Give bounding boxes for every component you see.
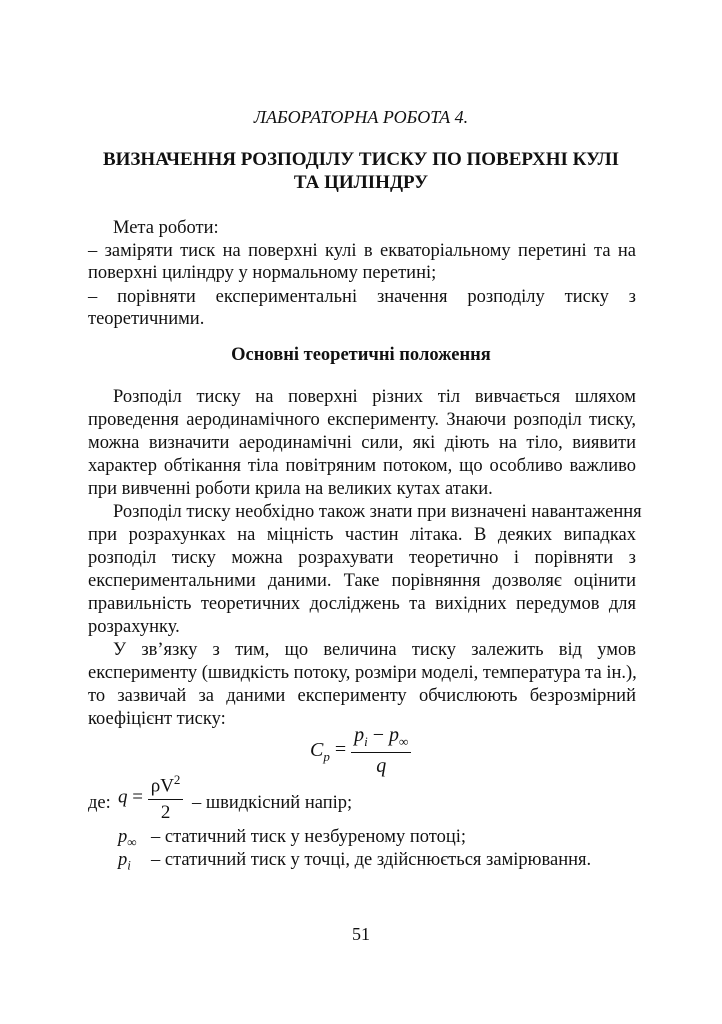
- page-number: 51: [352, 924, 370, 944]
- q-fraction: [148, 772, 184, 824]
- goal-line-1: – заміряти тиск на поверхні кулі в екваторіальному перетині та на: [88, 241, 636, 261]
- cp-symbol: $C_p$: [310, 738, 330, 764]
- p3-line-2: експерименту (швидкість потоку, розміри моделі, температура та ін.),: [88, 663, 637, 683]
- cp-denominator: q: [376, 755, 387, 777]
- p3-line-1: У зв’язку з тим, що величина тиску залежить від умов: [113, 640, 636, 660]
- p2-line-3: розподіл тиску можна розрахувати теоретично і порівняти з: [88, 548, 636, 568]
- p3-line-4: коефіцієнт тиску:: [88, 709, 226, 729]
- lab-title: ЛАБОРАТОРНА РОБОТА 4.: [253, 107, 469, 127]
- p3-line-3: то зазвичай за даними експерименту обчислюють безрозмірний: [88, 686, 636, 706]
- pressure-coefficient-formula: [310, 724, 411, 778]
- p1-line-5: при вивченні роботи крила на великих кутах атаки.: [88, 479, 493, 499]
- p2-line-6: розрахунку.: [88, 617, 180, 637]
- goal-line-2: поверхні циліндру у нормальному перетині;: [88, 263, 437, 283]
- p1-line-3: можна визначити аеродинамічні сили, які діють на тіло, виявити: [88, 433, 636, 453]
- cp-numerator: $p_i - p_\infty$: [351, 724, 411, 753]
- main-title-line-2: ТА ЦИЛІНДРУ: [293, 172, 429, 193]
- p1-line-1: Розподіл тиску на поверхні різних тіл вивчається шляхом: [113, 387, 636, 407]
- cp-equals: =: [334, 738, 347, 761]
- q-symbol: q: [118, 786, 128, 808]
- section-heading: Основні теоретичні положення: [231, 345, 491, 365]
- q-description: – швидкісний напір;: [192, 793, 353, 813]
- goal-line-3: – порівняти експериментальні значення розподілу тиску з: [88, 287, 636, 307]
- p1-line-4: характер обтікання тіла повітряним потоком, що особливо важливо: [88, 456, 636, 476]
- de-label: де:: [88, 793, 111, 813]
- goal-line-4: теоретичними.: [88, 309, 205, 329]
- cp-fraction: [351, 724, 411, 778]
- q-numerator: $\rho V^2$: [148, 772, 184, 800]
- q-denominator: 2: [160, 802, 171, 824]
- p2-line-1: Розподіл тиску необхідно також знати при визначені навантаження: [113, 502, 642, 522]
- main-title-line-1: ВИЗНАЧЕННЯ РОЗПОДІЛУ ТИСКУ ПО ПОВЕРХНІ КУЛІ: [102, 149, 620, 170]
- q-equals: =: [132, 786, 143, 808]
- p2-line-4: експериментальними даними. Таке порівняння дозволяє оцінити: [88, 571, 636, 591]
- goals-label: Мета роботи:: [113, 218, 219, 238]
- p-i-symbol: $p_i$: [118, 850, 131, 873]
- p1-line-2: проведення аеродинамічного експерименту. Знаючи розподіл тиску,: [88, 410, 636, 430]
- p2-line-5: правильність теоретичних досліджень та вихідних передумов для: [88, 594, 636, 614]
- p2-line-2: при розрахунках на міцність частин літака. В деяких випадках: [88, 525, 636, 545]
- p-i-description: – статичний тиск у точці, де здійснюється замірювання.: [151, 850, 592, 870]
- p-inf-symbol: $p_\infty$: [118, 827, 137, 850]
- p-inf-description: – статичний тиск у незбуреному потоці;: [151, 827, 467, 847]
- dynamic-pressure-formula: [118, 772, 183, 824]
